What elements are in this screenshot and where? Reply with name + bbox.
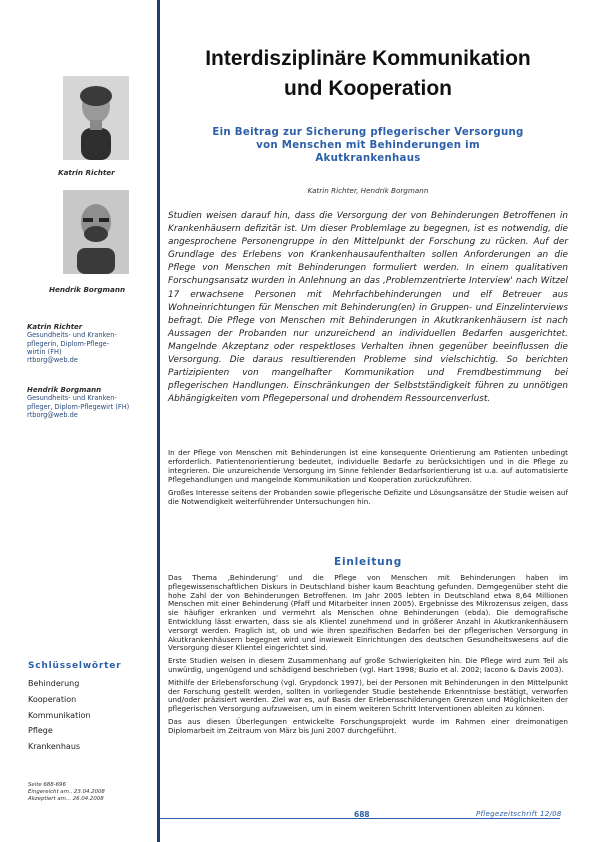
article-title — [168, 44, 568, 104]
author-photo-hendrik — [63, 190, 129, 274]
author2-line1: Gesundheits- und Kranken- — [27, 394, 117, 403]
keyword: Kooperation — [28, 694, 77, 704]
photo1-caption: Katrin Richter — [58, 168, 115, 177]
author1-line1: Gesundheits- und Kranken- — [27, 331, 117, 340]
keyword: Kommunikation — [28, 710, 91, 720]
author-line: Katrin Richter, Hendrik Borgmann — [307, 186, 429, 195]
body-paragraph: Das Thema ‚Behinderung' und die Pflege von Menschen mit Behinderungen haben im pflegewissenschaftlichen Diskurs in Deutschland bisher kaum Beachtung gefunden. Demgegenüber steht die hohe Zahl der von Behinderungen Betroffenen. Im Jahr 2005 lebten in Deutschland etwa 8,64 Millionen Menschen mit einer Behinderung (Pfaff und Mitarbeiter innen 2005). Ergebnisse des Mikrozensus zeigen, dass sie häufiger erkranken und vermehrt als Menschen ohne Behinderungen (ebda). Die demografische Entwicklung lässt erwarten, dass sie als Klientel zunehmend und in größerer Anzahl in Akutkrankenhäusern versorgt werden. Fraglich ist, ob und wie ihren spezifischen Bedarfen bei der pflegerischen Versorgung in Akutkrankenhäusern begegnet wird und inwieweit Einrichtungen des deutschen Gesundheitswesens auf die Versorgung dieser Klientel eingerichtet sind. — [168, 573, 568, 653]
keyword: Krankenhaus — [28, 742, 81, 752]
author1-line3: wirtin (FH) — [27, 347, 62, 356]
page-range: Seite 688-696 — [28, 782, 66, 788]
body-paragraph: Mithilfe der Erlebensforschung (vgl. Grypdonck 1997), bei der Personen mit Behinderungen in den Mittelpunkt der Forschung gestellt werden, sollten in vorliegender Studie bestehende Erkenntnisse bestätigt, verworfen und/oder präzisiert werden. Ziel war es, auf Basis der Erlebensschilderungen Grenzen und Möglichkeiten der pflegerischen Versorgung aufzuweisen, um in einem weiteren Schritt Interventionen ableiten zu können. — [168, 677, 568, 714]
body-paragraph: Das aus diesen Überlegungen entwickelte Forschungsprojekt wurde im Rahmen einer dreimonatigen Diplomarbeit im Zeitraum von März bis Juni 2007 durchgeführt. — [168, 716, 568, 735]
author1-info — [27, 323, 155, 364]
keyword: Pflege — [28, 726, 53, 736]
author2-info — [27, 386, 155, 419]
title-line1: Interdisziplinäre Kommunikation — [205, 47, 531, 70]
author2-email[interactable]: rtborg@web.de — [27, 410, 78, 419]
submitted-date: Eingereicht am.. 23.04.2008 — [28, 788, 105, 795]
intro-paragraph: Großes Interesse seitens der Probanden sowie pflegerische Defizite und Lösungsansätze der Studie weisen auf die Notwendigkeit weiterführender Untersuchungen hin. — [168, 488, 568, 506]
subtitle-line1: Ein Beitrag zur Sicherung pflegerischer Versorgung — [212, 127, 524, 138]
abstract: Studien weisen darauf hin, dass die Versorgung der von Behinderungen Betroffenen in Krankenhäusern defizitär ist. Um dieser Problemlage zu begegnen, ist es notwendig, die angesprochene Personengruppe in den Mittelpunkt der Forschung zu rücken. Auf der Grundlage des Erlebens von Krankenhausaufenthalten sollen Anforderungen an die Pflege von Menschen mit Behinderungen formuliert werden. In einem qualitativen Forschungsansatz wurden in Anlehnung an das ‚Problemzentrierte Interview' nach Witzel 17 erwachsene Personen mit Mehrfachbehinderungen und elf Betreuer aus Wohneinrichtungen für Menschen mit Behinderung(en) in Gruppen- und Einzelinterviews befragt. Die Pflege von Menschen mit Behinderungen in Akutkrankenhäusern ist nach Aussagen der Probanden nur unzureichend an individuellen Bedarfen ausgerichtet. Mangelnde Akzeptanz oder respektloses Verhalten ihnen gegenüber beeinflussen die Versorgung. Die daraus resultierenden Probleme sind vielschichtig. So berichten Partizipienten von mangelhafter Kommunikation und Fremdbestimmung bei pflegerischen Handlungen. Einschränkungen der Selbstständigkeit führen zu unnötigen Abhängigkeiten vom Pflegepersonal und drohendem Ressourcenverlust. — [168, 211, 568, 405]
article-subtitle — [168, 126, 568, 165]
submission-meta — [28, 782, 105, 802]
subtitle-line3: Akutkrankenhaus — [315, 153, 421, 164]
photo2-caption: Hendrik Borgmann — [49, 285, 126, 294]
journal-name: Pflegezeitschrift 12/08 — [476, 810, 562, 818]
body-text — [168, 574, 568, 740]
keywords-title: Schlüsselwörter — [28, 661, 122, 671]
subtitle-line2: von Menschen mit Behinderungen im — [256, 140, 480, 151]
author1-name: Katrin Richter — [27, 323, 83, 331]
author2-name: Hendrik Borgmann — [27, 386, 102, 394]
intro-text — [168, 448, 568, 510]
vertical-rule — [157, 0, 160, 842]
keywords-list — [28, 676, 90, 755]
body-paragraph: Erste Studien weisen in diesem Zusammenhang auf große Schwierigkeiten hin. Die Pflege wird zum Teil als unwürdig, ungenügend und schädigend beschrieben (vgl. Hart 1998; Buzio et al. 2002; Iacono & Davis 2003). — [168, 656, 568, 674]
keyword: Behinderung — [28, 679, 80, 688]
page-number: 688 — [354, 810, 370, 819]
author1-email[interactable]: rtborg@web.de — [27, 356, 78, 365]
author-photo-katrin — [63, 76, 129, 160]
author2-line2: pfleger, Diplom-Pflegewirt (FH) — [27, 402, 130, 411]
title-line2: und Kooperation — [284, 77, 452, 100]
author1-line2: pflegerin, Diplom-Pflege- — [27, 339, 110, 348]
accepted-date: Akzeptiert am... 26.04.2008 — [28, 795, 104, 802]
intro-paragraph: In der Pflege von Menschen mit Behinderungen ist eine konsequente Orientierung am Patienten unbedingt erforderlich. Patientenorientierung bedeutet, individuelle Bedarfe zu berücksichtigen und in die Pflege zu integrieren. Die unzureichende Versorgung im Sinne fehlender Bedarfsorientierung ist u.a. auf automatisierte Pflegehandlungen und mangelnde Kommunikation und Kooperation zurückzuführen. — [168, 448, 568, 484]
section-heading: Einleitung — [333, 556, 403, 568]
